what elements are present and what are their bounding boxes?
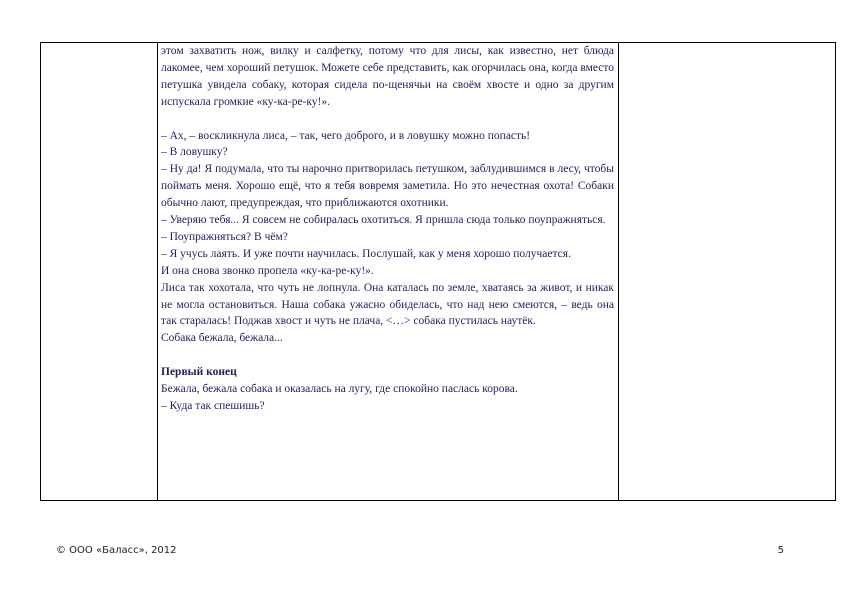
story-paragraph: Бежала, бежала собака и оказалась на лугу, где спокойно паслась корова. xyxy=(161,383,518,396)
copyright-footer: © ООО «Баласс», 2012 xyxy=(56,545,177,556)
story-paragraph: Собака бежала, бежала... xyxy=(161,332,283,345)
story-paragraph: – Ах, – воскликнула лиса, – так, чего доброго, и в ловушку можно попасть! xyxy=(161,129,531,142)
left-column-cell xyxy=(41,43,158,501)
story-paragraph: – Поупражняться? В чём? xyxy=(161,230,288,243)
story-paragraph: Лиса так хохотала, что чуть не лопнула. Она каталась по земле, хватаясь за живот, и никак не могла остановиться. Наша собака ужасно обиделась, что над нею смеются, – ведь она так старалась! Поджав хвост и чуть не плача, <…> собака пустилась наутёк. xyxy=(161,281,614,328)
content-table xyxy=(40,42,836,501)
story-paragraph: – Куда так спешишь? xyxy=(161,400,265,412)
table-row xyxy=(41,43,836,501)
right-column-cell xyxy=(619,43,836,501)
story-text xyxy=(158,43,618,415)
section-heading: Первый конец xyxy=(161,366,237,379)
story-paragraph: И она снова звонко пропела «ку-ка-ре-ку!». xyxy=(161,264,374,277)
page-number: 5 xyxy=(777,545,784,556)
story-paragraph: – Я учусь лаять. И уже почти научилась. Послушай, как у меня хорошо получается. xyxy=(161,247,571,260)
story-paragraph: – Уверяю тебя... Я совсем не собиралась охотиться. Я пришла сюда только поупражняться. xyxy=(161,214,606,227)
story-paragraph xyxy=(161,111,614,128)
story-paragraph: – Ну да! Я подумала, что ты нарочно притворилась петушком, заблудившимся в лесу, чтобы поймать меня. Хорошо ещё, что я тебя вовремя заметила. Но это нечестная охота! Собаки обычно лают, предупреждая, что приближаются охотники. xyxy=(161,163,614,210)
story-paragraph xyxy=(161,347,614,364)
story-paragraph: – В ловушку? xyxy=(161,146,228,159)
story-paragraph: этом захватить нож, вилку и салфетку, потому что для лисы, как известно, нет блюда лакомее, чем хороший петушок. Можете себе представить, как огорчилась она, когда вместо петушка увидела собаку, которая сидела по-щенячьи на своём хвосте и одно за другим испускала громкие «ку-ка-ре-ку!». xyxy=(161,45,614,108)
story-text-cell xyxy=(158,43,619,501)
